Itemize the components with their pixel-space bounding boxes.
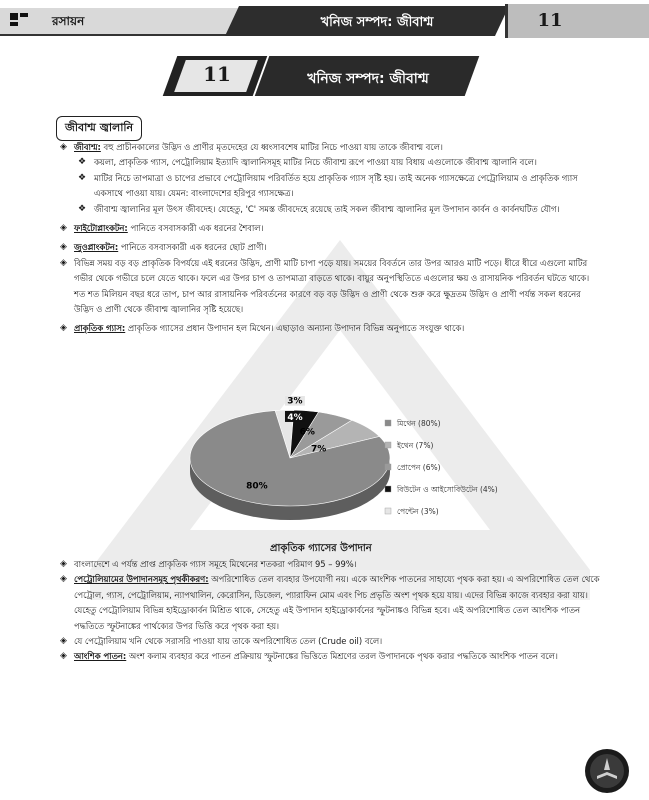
definition: অংশ কলাম ব্যবহার করে পাতন প্রক্রিয়ায় স্ফুটনাঙ্কের ভিত্তিতে মিশ্রণের তরল উপাদানকে পৃথক করার পদ্ধতিকে আংশিক পাতন বলে।: [126, 651, 558, 662]
list-item: [60, 140, 600, 155]
sub-item-text: মাটির নিচে তাপমাত্রা ও চাপের প্রভাবে পেট্রোলিয়াম পরিবর্তিত হয়ে প্রাকৃতিক গ্যাস সৃষ্টি হয়। তাই অনেক গ্যাসক্ষেত্রে পেট্রোলিয়াম ও প্রাকৃতিক গ্যাস একসাথে পাওয়া যায়। যেমন: বাংলাদেশের হরিপুর গ্যাসক্ষেত্র।: [94, 172, 578, 199]
diamond-bullet-icon: ◈: [60, 223, 67, 234]
diamond-bullet-icon: ◈: [60, 574, 67, 585]
paragraph-text: বাংলাদেশে এ পর্যন্ত প্রাপ্ত প্রাকৃতিক গ্যাস সমূহে মিথেনের শতকরা পরিমাণ 95 – 99%।: [74, 559, 357, 569]
definition: পানিতে বসবাসকারী এক ধরনের ছোট প্রাণী।: [118, 242, 267, 253]
term: জীবাশ্ম:: [74, 142, 101, 152]
star-bullet-icon: ❖: [78, 203, 87, 214]
star-bullet-icon: ❖: [78, 157, 87, 168]
chapter-number: 11: [203, 62, 231, 86]
list-item: [60, 557, 600, 572]
term: আংশিক পাতন:: [74, 651, 127, 662]
diamond-bullet-icon: ◈: [60, 257, 67, 268]
legend-swatch: [385, 420, 391, 426]
sub-list-item: [60, 202, 600, 217]
chart-title: প্রাকৃতিক গ্যাসের উপাদান: [270, 543, 372, 554]
legend-swatch: [385, 486, 391, 492]
legend-swatch: [385, 464, 391, 470]
list-item: [60, 634, 600, 649]
sub-item-text: কয়লা, প্রাকৃতিক গ্যাস, পেট্রোলিয়াম ইত্যাদি জ্বালানিসমূহ মাটির নিচে জীবাশ্ম রূপে পাওয়া যায় বিধায় এগুলোকে জীবাশ্ম জ্বালানি বলে।: [94, 157, 537, 168]
diamond-bullet-icon: ◈: [60, 651, 67, 662]
natural-gas-pie-chart: [160, 396, 620, 546]
paragraph-text: বিভিন্ন সময় বড় বড় প্রাকৃতিক বিপর্যয়ে এই ধরনের উদ্ভিদ, প্রাণী মাটি চাপা পড়ে যায়। সময়ের বিবর্তনে তার উপর আরও মাটি পড়ে। ধীরে ধীরে এগুলো মাটির গভীর থেকে গভীরে চলে যেতে থাকে। ফলে এর উপর চাপ ও তাপমাত্রা বাড়তে থাকে। বায়ুর অনুপস্থিতিতে এগুলোর ক্ষয় ও রাসায়নিক পরিবর্তন ঘটতে থাকে। শত শত মিলিয়ন বছর ধরে তাপ, চাপ আর রাসায়নিক পরিবর্তনের কারণে বড় বড় উদ্ভিদ ও প্রাণী থেকে শুরু করে ক্ষুদ্রতম উদ্ভিদ ও প্রাণী পর্যন্ত সকল ধরনের উদ্ভিদ ও প্রাণী থেকে জীবাশ্ম জ্বালানির সৃষ্টি হয়েছে।: [74, 257, 590, 315]
definition: অপরিশোধিত তেল ব্যবহার উপযোগী নয়। একে আংশিক পাতনের সাহায্যে পৃথক করা হয়। এ অপরিশোধিত তেল থেকে পেট্রোল, গ্যাস, পেট্রোলিয়াম, ন্যাপথালিন, কেরোসিন, ডিজেল, প্যারাফিন মোম এবং পিচ প্রভৃতি অংশ পৃথক হয়ে যায়। এদের বিভিন্ন কাজে ব্যবহার করা যায়। যেহেতু পেট্রোলিয়াম বিভিন্ন হাইড্রোকার্বন মিশ্রিত থাকে, সেহেতু এই উপাদান হাইড্রোকার্বনের স্ফুটনাঙ্কও বিভিন্ন হবে। এই অপরিশোধিত তেল আংশিক পাতন পদ্ধতিতে স্ফুটনাঙ্কের পার্থক্যের উপর ভিত্তি করে পৃথক করা হয়।: [74, 574, 600, 631]
paragraph-text: যে পেট্রোলিয়াম খনি থেকে সরাসরি পাওয়া যায় তাকে অপরিশোধিত তেল (Crude oil) বলে।: [74, 636, 383, 647]
term: ফাইটোপ্লাংকটন:: [74, 223, 128, 234]
grid-logo-icon: [10, 13, 30, 29]
legend-label: পেন্টেন (3%): [397, 507, 439, 516]
pie-data-label: 6%: [299, 427, 315, 438]
sub-list-item: [60, 155, 600, 170]
legend-swatch: [385, 442, 391, 448]
list-item: [60, 256, 600, 318]
diamond-bullet-icon: ◈: [60, 559, 67, 569]
legend-label: বিউটেন ও আইসোবিউটেন (4%): [397, 485, 498, 494]
legend-swatch: [385, 508, 391, 514]
subject-name: রসায়ন: [52, 14, 85, 28]
content-top: [60, 140, 600, 337]
running-header: [0, 0, 649, 40]
legend-label: প্রোপেন (6%): [397, 463, 441, 472]
diamond-bullet-icon: ◈: [60, 323, 67, 334]
diamond-bullet-icon: ◈: [60, 636, 67, 647]
definition: পানিতে বসবাসকারী এক ধরনের শৈবাল।: [127, 223, 264, 234]
chapter-title: খনিজ সম্পদ: জীবাশ্ম: [307, 71, 429, 87]
content-bottom: [60, 557, 600, 665]
term: পেট্রোলিয়ামের উপাদানসমূহ পৃথকীকরণ:: [74, 574, 209, 585]
pie-data-label: 4%: [287, 412, 303, 423]
pie-data-label: 80%: [246, 481, 268, 492]
diamond-bullet-icon: ◈: [60, 242, 67, 253]
diamond-bullet-icon: ◈: [60, 142, 67, 152]
pie-data-label: 3%: [287, 396, 303, 407]
list-item: [60, 221, 600, 236]
legend-label: ইথেন (7%): [397, 441, 434, 450]
publisher-emblem-icon: [584, 748, 630, 794]
list-item: [60, 649, 600, 664]
definition: প্রাকৃতিক গ্যাসের প্রধান উপাদান হল মিথেন। এছাড়াও অন্যান্য উপাদান বিভিন্ন অনুপাতে সংযুক্ত থাকে।: [125, 323, 465, 334]
header-chapter-title: খনিজ সম্পদ: জীবাশ্ম: [320, 15, 434, 30]
pie-data-label: 7%: [310, 444, 327, 455]
list-item: [60, 572, 600, 634]
term: প্রাকৃতিক গ্যাস:: [74, 323, 126, 334]
legend-label: মিথেন (80%): [397, 419, 441, 428]
definition: বহু প্রাচীনকালের উদ্ভিদ ও প্রাণীর মৃতদেহের যে ধ্বংসাবশেষ মাটির নিচে পাওয়া যায় তাকে জীবাশ্ম বলে।: [100, 142, 443, 152]
list-item: [60, 240, 600, 255]
sub-item-text: জীবাশ্ম জ্বালানির মূল উৎস জীবদেহ। যেহেতু, 'C' সমস্ত জীবদেহে রয়েছে তাই সকল জীবাশ্ম জ্বালানির মূল উপাদান কার্বন ও কার্বনঘটিত যৌগ।: [94, 203, 560, 214]
section-title: জীবাশ্ম জ্বালানি: [56, 116, 142, 141]
term: জুওপ্লাংকটন:: [74, 242, 119, 253]
star-bullet-icon: ❖: [78, 172, 87, 183]
header-chapter-number: 11: [537, 10, 563, 31]
sub-list-item: [60, 171, 600, 202]
list-item: [60, 321, 600, 336]
